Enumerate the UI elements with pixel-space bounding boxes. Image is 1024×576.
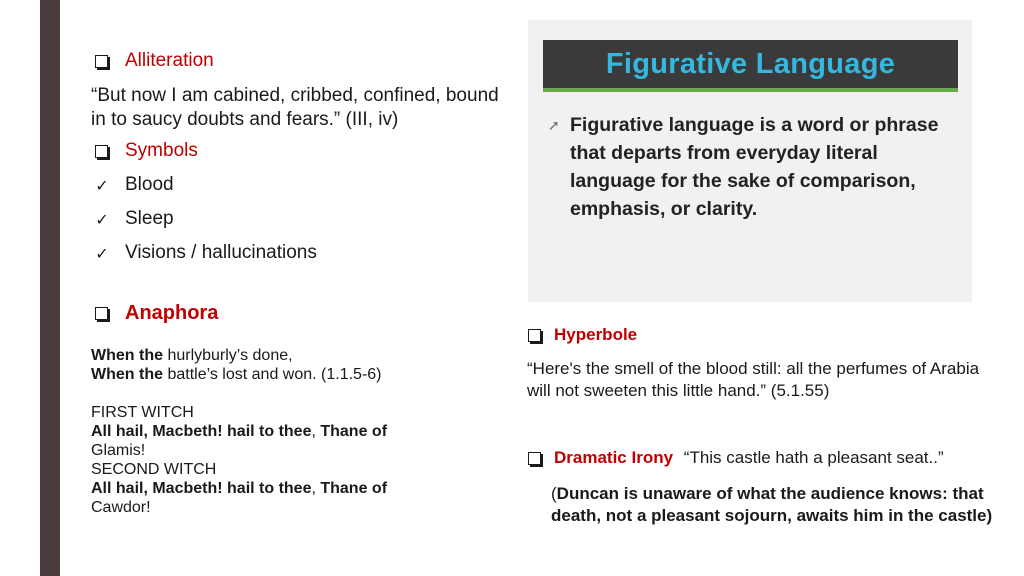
alliteration-label: Alliteration bbox=[125, 50, 214, 71]
checkbox-bullet-icon bbox=[528, 329, 541, 342]
alliteration-quote: “But now I am cabined, cribbed, confined, bound in to saucy doubts and fears.” (III, iv) bbox=[91, 85, 499, 130]
hyperbole-label: Hyperbole bbox=[554, 325, 638, 344]
dramatic-irony-label: Dramatic Irony bbox=[554, 448, 674, 467]
hyperbole-quote: “Here's the smell of the blood still: all the perfumes of Arabia will not sweeten this little hand.” (5.1.55) bbox=[527, 359, 980, 400]
checkmark-icon: ✓ bbox=[95, 175, 109, 195]
figure-divider bbox=[543, 88, 958, 92]
checkbox-bullet-icon bbox=[95, 55, 108, 68]
figure-title: Figurative Language bbox=[605, 47, 896, 80]
figure-title-banner bbox=[543, 40, 958, 92]
dramatic-irony-explanation: (Duncan is unaware of what the audience knows: that death, not a pleasant sojourn, awaits him in the castle) bbox=[551, 484, 993, 525]
dramatic-irony-heading bbox=[528, 448, 944, 468]
symbols-heading bbox=[95, 140, 198, 162]
figure-definition: Figurative language is a word or phrase that departs from everyday literal language for the sake of comparison, emphasis, or clarity. bbox=[570, 114, 939, 220]
alliteration-heading bbox=[95, 50, 214, 72]
checkbox-bullet-icon bbox=[95, 307, 108, 320]
symbols-label: Symbols bbox=[125, 140, 198, 161]
arrow-bullet-icon: ➚ bbox=[548, 117, 560, 133]
symbol-item: ✓ Sleep bbox=[93, 208, 174, 230]
dramatic-irony-quote: “This castle hath a pleasant seat..” bbox=[683, 448, 944, 467]
anaphora-text: When the hurlyburly’s done, When the battle’s lost and won. (1.1.5-6) FIRST WITCH All hail, Macbeth! hail to thee, Thane of Glamis! SECOND WITCH All hail, Macbeth! hail to thee, Thane of Cawdor! bbox=[91, 347, 388, 516]
anaphora-label: Anaphora bbox=[125, 302, 219, 324]
anaphora-heading bbox=[95, 302, 218, 325]
symbol-item: ✓ Visions / hallucinations bbox=[93, 242, 317, 264]
symbol-item: ✓ Blood bbox=[93, 174, 174, 196]
decorative-sidebar bbox=[40, 0, 60, 576]
checkmark-icon: ✓ bbox=[95, 243, 109, 263]
hyperbole-heading bbox=[528, 325, 637, 345]
checkmark-icon: ✓ bbox=[95, 209, 109, 229]
checkbox-bullet-icon bbox=[528, 452, 541, 465]
checkbox-bullet-icon bbox=[95, 145, 108, 158]
